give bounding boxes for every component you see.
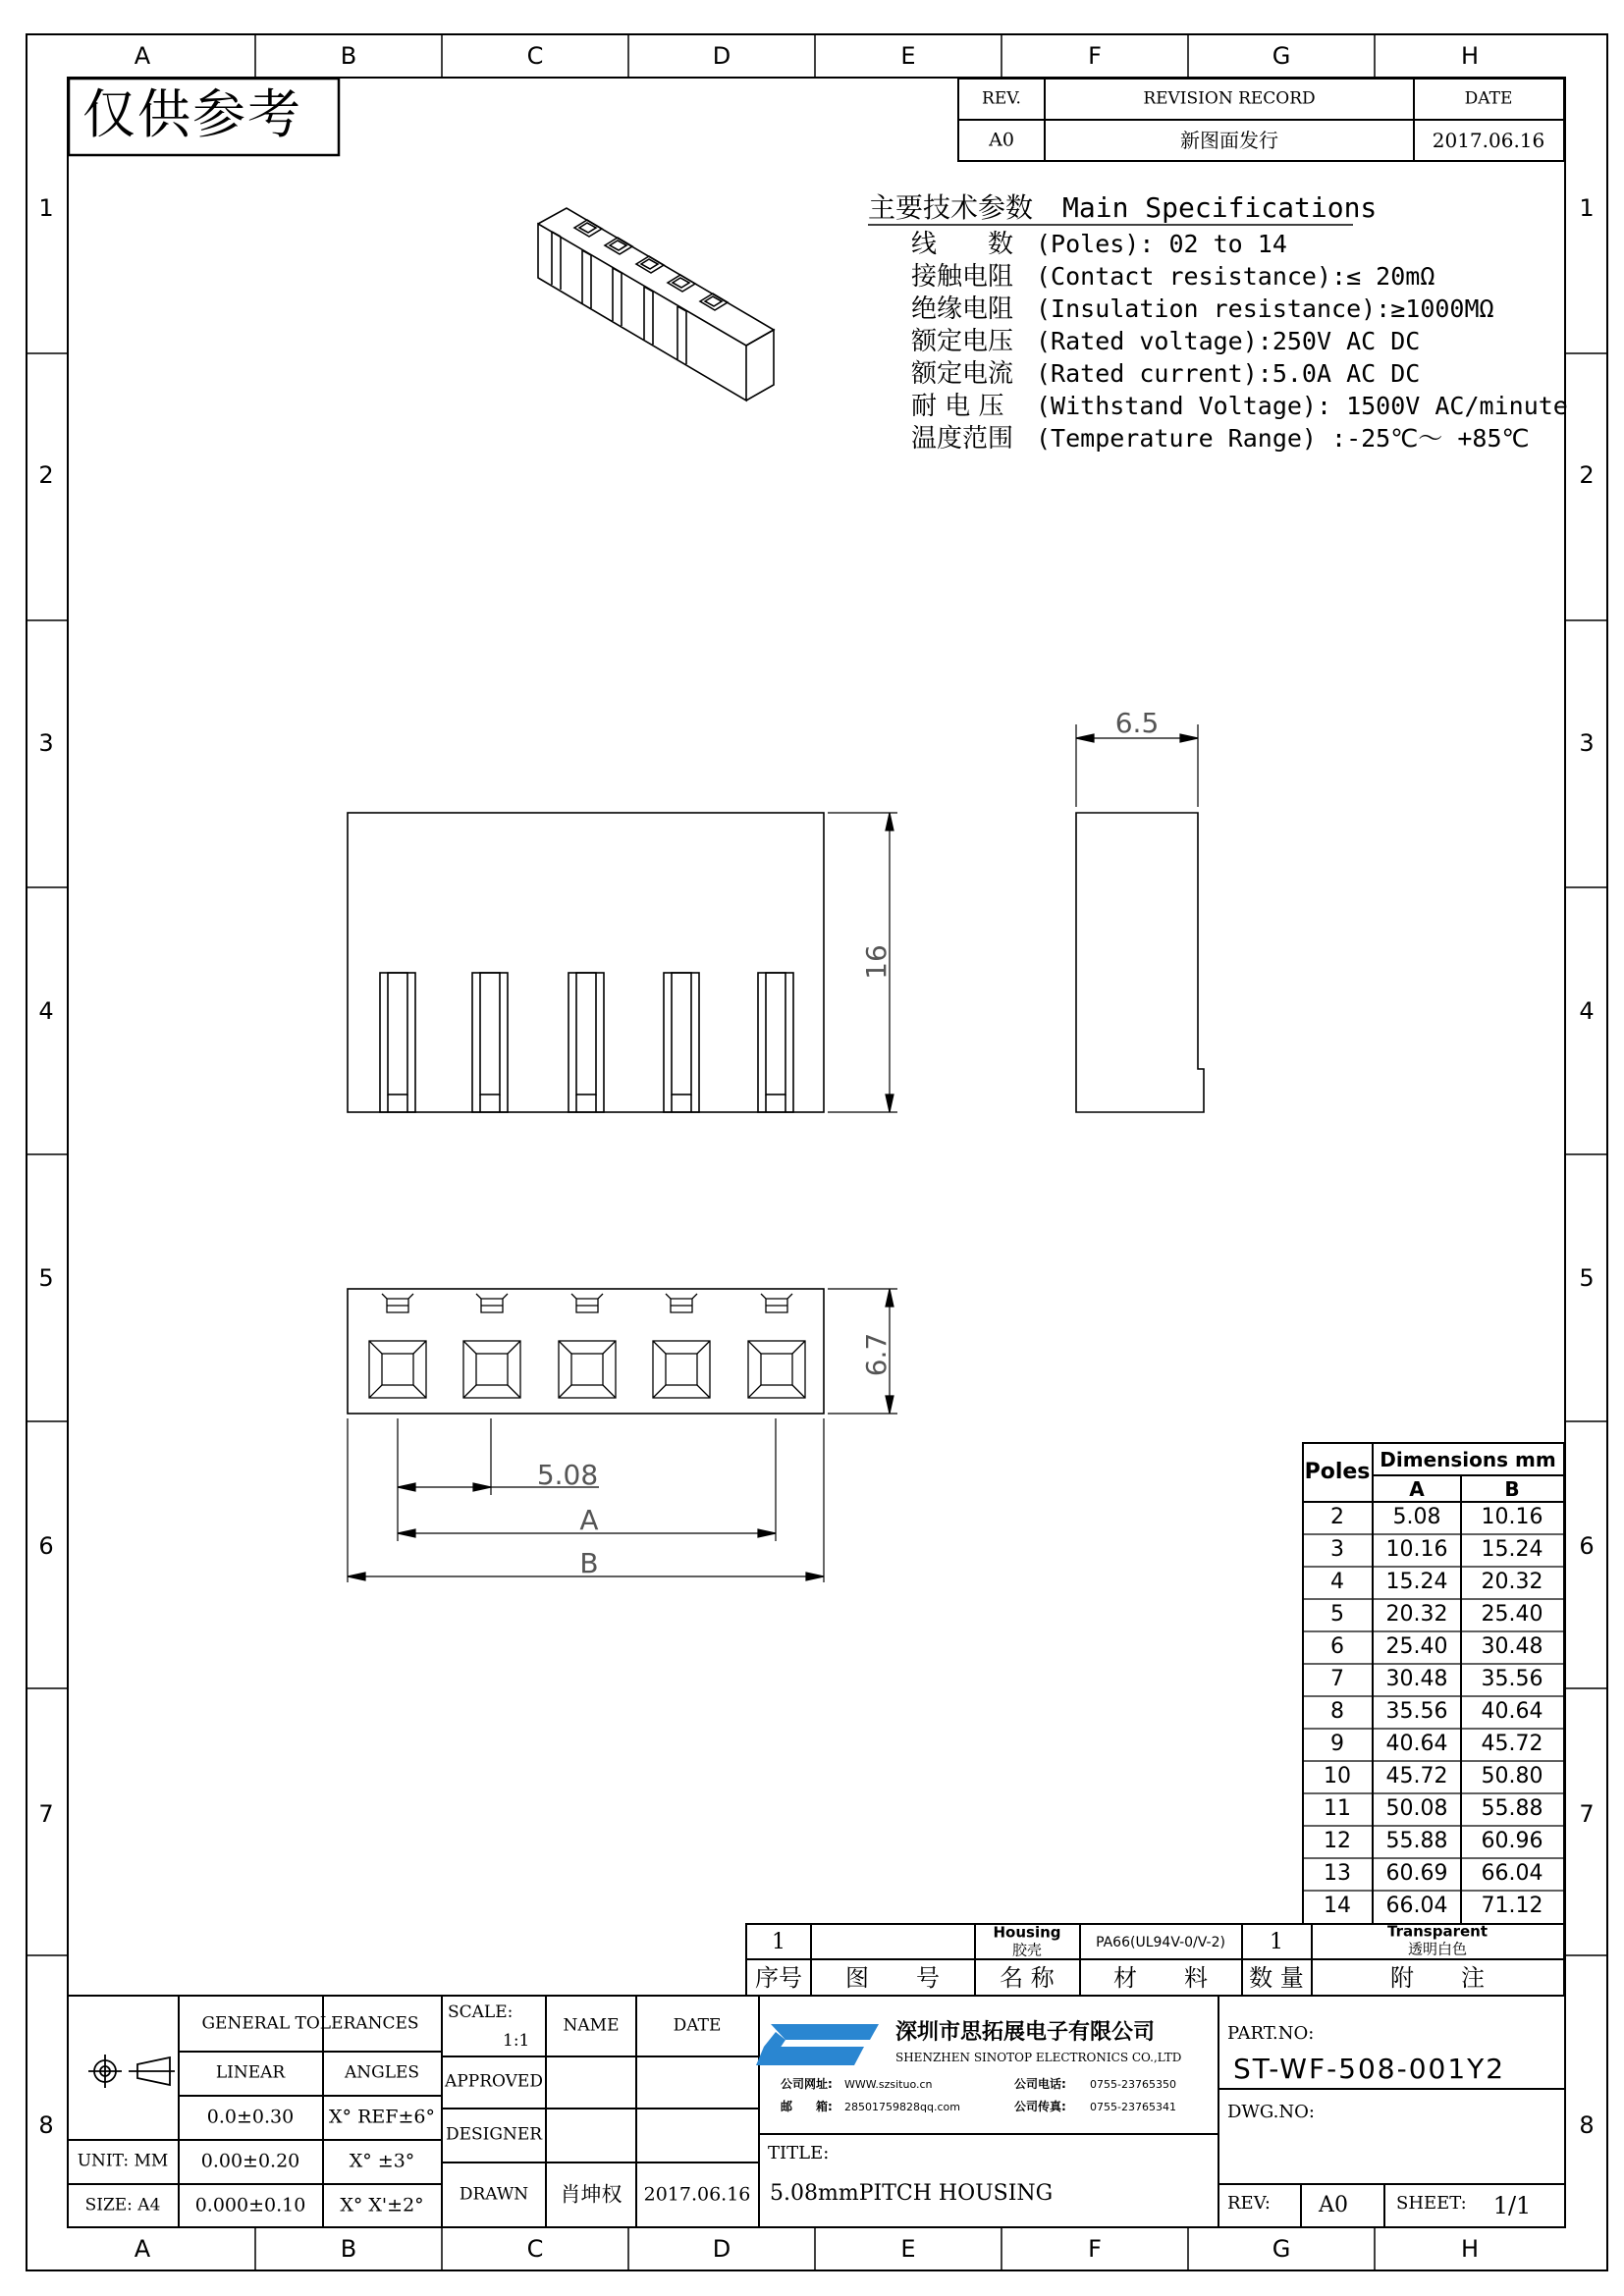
table-cell-b: 30.48 [1481, 1634, 1543, 1659]
grid-col-f-bottom: F [1088, 2235, 1102, 2263]
table-cell-b: 10.16 [1481, 1505, 1543, 1529]
table-cell-poles: 4 [1330, 1570, 1344, 1594]
grid-row-3-right: 3 [1579, 729, 1595, 757]
table-cell-b: 20.32 [1481, 1570, 1543, 1594]
grid-row-2-right: 2 [1579, 461, 1595, 489]
spec-voltage-en: (Rated voltage):250V AC DC [1036, 327, 1421, 355]
spec-insulation-cn: 绝缘电阻 [911, 294, 1014, 324]
website: WWW.szsituo.cn [844, 2078, 933, 2091]
grid-col-g-bottom: G [1272, 2235, 1291, 2263]
dim-side-width: 6.5 [1114, 707, 1160, 739]
bom-note-en: Transparent [1387, 1922, 1488, 1941]
unit-label: UNIT: MM [77, 2151, 169, 2171]
table-cell-a: 55.88 [1385, 1829, 1448, 1853]
table-cell-poles: 10 [1324, 1764, 1351, 1789]
table-cell-a: 15.24 [1385, 1570, 1448, 1594]
tol-angle-1: X° REF±6° [329, 2106, 435, 2128]
table-cell-poles: 7 [1330, 1667, 1344, 1691]
table-cell-a: 10.16 [1385, 1537, 1448, 1562]
rev-header: REV. [982, 88, 1021, 109]
table-cell-b: 60.96 [1481, 1829, 1543, 1853]
table-cell-b: 15.24 [1481, 1537, 1543, 1562]
dimensions-header: Dimensions mm [1380, 1448, 1556, 1471]
table-cell-poles: 2 [1330, 1505, 1344, 1529]
grid-row-1-right: 1 [1579, 194, 1595, 222]
table-cell-poles: 9 [1330, 1732, 1344, 1756]
title-label: TITLE: [768, 2143, 830, 2163]
rev-value-block: A0 [1319, 2193, 1348, 2217]
phone: 0755-23765350 [1090, 2078, 1176, 2091]
company-name-cn: 深圳市思拓展电子有限公司 [895, 2020, 1156, 2045]
bom-header-material: 材 料 [1113, 1964, 1208, 1992]
col-b-header: B [1504, 1477, 1520, 1501]
table-cell-b: 50.80 [1481, 1764, 1543, 1789]
spec-poles-en: (Poles): 02 to 14 [1036, 230, 1287, 258]
scale-value: 1:1 [503, 2031, 530, 2051]
col-a-header: A [1409, 1477, 1425, 1501]
grid-col-f-top: F [1088, 42, 1102, 70]
table-cell-poles: 13 [1324, 1861, 1351, 1886]
sheet-value: 1/1 [1492, 2192, 1532, 2219]
spec-poles-cn: 线 数 [911, 230, 1014, 259]
general-tolerances-label: GENERAL TOLERANCES [201, 2013, 419, 2034]
spec-withstand-cn: 耐 电 压 [911, 392, 1004, 421]
table-cell-b: 71.12 [1481, 1894, 1543, 1918]
fax-label: 公司传真: [1014, 2100, 1066, 2113]
rev-value: A0 [989, 129, 1014, 151]
bom-material: PA66(UL94V-0/V-2) [1096, 1935, 1225, 1950]
reference-only-stamp: 仅供参考 [82, 83, 302, 145]
tol-angle-3: X° X'±2° [340, 2194, 424, 2216]
grid-col-a-top: A [134, 42, 151, 70]
drawing-title: 5.08mmPITCH HOUSING [770, 2181, 1054, 2206]
table-cell-a: 40.64 [1385, 1732, 1448, 1756]
grid-row-6-left: 6 [38, 1532, 54, 1560]
grid-row-8-right: 8 [1579, 2111, 1595, 2139]
table-cell-a: 30.48 [1385, 1667, 1448, 1691]
part-no: ST-WF-508-001Y2 [1233, 2053, 1506, 2085]
bom-header-note: 附 注 [1390, 1964, 1485, 1992]
tol-linear-1: 0.0±0.30 [206, 2106, 295, 2128]
table-cell-poles: 3 [1330, 1537, 1344, 1562]
table-cell-a: 66.04 [1385, 1894, 1448, 1918]
sheet-label: SHEET: [1396, 2193, 1467, 2214]
grid-col-g-top: G [1272, 42, 1291, 70]
grid-row-4-left: 4 [38, 997, 54, 1025]
company-logo [756, 2024, 879, 2065]
spec-temperature-en: (Temperature Range) :-25℃～ +85℃ [1036, 424, 1530, 453]
scale-label: SCALE: [448, 2002, 514, 2022]
website-label: 公司网址: [781, 2077, 833, 2091]
bom-note-cn: 透明白色 [1407, 1940, 1468, 1958]
designer-label: DESIGNER [445, 2124, 543, 2145]
rev-label: REV: [1227, 2193, 1271, 2214]
bom-name-en: Housing [993, 1923, 1061, 1942]
bom-header-drawing: 图 号 [845, 1964, 940, 1992]
linear-label: LINEAR [215, 2062, 286, 2083]
tol-linear-2: 0.00±0.20 [200, 2150, 300, 2172]
table-cell-a: 50.08 [1385, 1796, 1448, 1821]
spec-current-en: (Rated current):5.0A AC DC [1036, 359, 1421, 388]
grid-col-h-top: H [1460, 42, 1480, 70]
table-cell-b: 25.40 [1481, 1602, 1543, 1627]
fax: 0755-23765341 [1090, 2101, 1176, 2113]
grid-row-2-left: 2 [38, 461, 54, 489]
revision-record-header: REVISION RECORD [1143, 88, 1316, 109]
email: 28501759828qq.com [844, 2101, 960, 2113]
grid-col-a-bottom: A [134, 2235, 151, 2263]
table-cell-poles: 12 [1324, 1829, 1351, 1853]
table-cell-a: 5.08 [1392, 1505, 1441, 1529]
grid-row-1-left: 1 [38, 194, 54, 222]
company-name-en: SHENZHEN SINOTOP ELECTRONICS CO.,LTD [895, 2051, 1182, 2064]
revision-record-value: 新图面发行 [1180, 129, 1278, 152]
grid-row-5-right: 5 [1579, 1264, 1595, 1292]
grid-row-7-left: 7 [38, 1800, 54, 1828]
table-cell-a: 45.72 [1385, 1764, 1448, 1789]
table-cell-a: 20.32 [1385, 1602, 1448, 1627]
grid-col-e-top: E [900, 42, 916, 70]
date-header: DATE [1464, 88, 1513, 109]
grid-col-c-top: C [526, 42, 544, 70]
grid-row-6-right: 6 [1579, 1532, 1595, 1560]
spec-current-cn: 额定电流 [911, 359, 1014, 389]
grid-col-d-top: D [712, 42, 731, 70]
angles-label: ANGLES [344, 2062, 420, 2083]
tol-linear-3: 0.000±0.10 [194, 2194, 306, 2216]
grid-row-8-left: 8 [38, 2111, 54, 2139]
table-cell-b: 66.04 [1481, 1861, 1543, 1886]
table-cell-poles: 5 [1330, 1602, 1344, 1627]
spec-contact-en: (Contact resistance):≤ 20mΩ [1036, 262, 1435, 291]
bom-name-cn: 胶壳 [1011, 1941, 1043, 1959]
table-cell-a: 25.40 [1385, 1634, 1448, 1659]
name-label: NAME [563, 2015, 620, 2036]
table-cell-poles: 14 [1324, 1894, 1351, 1918]
table-cell-b: 55.88 [1481, 1796, 1543, 1821]
dim-pitch: 5.08 [536, 1459, 599, 1491]
bom-qty: 1 [1270, 1930, 1283, 1954]
drawn-date: 2017.06.16 [643, 2183, 751, 2206]
drawn-name: 肖坤权 [560, 2182, 623, 2207]
table-cell-b: 40.64 [1481, 1699, 1543, 1724]
size-label: SIZE: A4 [84, 2195, 161, 2216]
table-cell-a: 35.56 [1385, 1699, 1448, 1724]
part-no-label: PART.NO: [1227, 2023, 1315, 2044]
table-cell-a: 60.69 [1385, 1861, 1448, 1886]
tol-angle-2: X° ±3° [349, 2150, 415, 2172]
dim-height: 16 [860, 944, 893, 980]
grid-col-b-top: B [340, 42, 357, 70]
grid-row-3-left: 3 [38, 729, 54, 757]
table-cell-b: 45.72 [1481, 1732, 1543, 1756]
table-cell-b: 35.56 [1481, 1667, 1543, 1691]
date-label: DATE [673, 2015, 722, 2036]
phone-label: 公司电话: [1014, 2077, 1066, 2091]
dim-a: A [579, 1504, 599, 1536]
dim-depth: 6.7 [860, 1332, 893, 1377]
spec-temperature-cn: 温度范围 [911, 424, 1014, 454]
spec-insulation-en: (Insulation resistance):≥1000MΩ [1036, 294, 1494, 323]
table-cell-poles: 6 [1330, 1634, 1344, 1659]
spec-voltage-cn: 额定电压 [911, 327, 1014, 356]
poles-header: Poles [1304, 1460, 1371, 1484]
grid-col-e-bottom: E [900, 2235, 916, 2263]
spec-title-cn: 主要技术参数 [868, 191, 1034, 224]
grid-row-4-right: 4 [1579, 997, 1595, 1025]
email-label: 邮 箱: [781, 2100, 833, 2113]
bom-header-no: 序号 [755, 1964, 802, 1992]
table-cell-poles: 11 [1324, 1796, 1351, 1821]
revision-date-value: 2017.06.16 [1432, 129, 1545, 152]
approved-label: APPROVED [445, 2071, 543, 2092]
spec-title-en: Main Specifications [1062, 191, 1378, 224]
bom-header-qty: 数 量 [1249, 1964, 1304, 1992]
grid-row-7-right: 7 [1579, 1800, 1595, 1828]
dim-b: B [579, 1547, 599, 1579]
drawn-label: DRAWN [459, 2184, 529, 2205]
bom-header-name: 名 称 [1000, 1964, 1055, 1992]
dwg-no-label: DWG.NO: [1227, 2102, 1315, 2122]
grid-col-b-bottom: B [340, 2235, 357, 2263]
table-cell-poles: 8 [1330, 1699, 1344, 1724]
grid-col-c-bottom: C [526, 2235, 544, 2263]
grid-row-5-left: 5 [38, 1264, 54, 1292]
spec-withstand-en: (Withstand Voltage): 1500V AC/minute [1036, 392, 1568, 420]
spec-contact-cn: 接触电阻 [911, 262, 1014, 292]
grid-col-h-bottom: H [1460, 2235, 1480, 2263]
bom-no: 1 [772, 1930, 785, 1954]
grid-col-d-bottom: D [712, 2235, 731, 2263]
